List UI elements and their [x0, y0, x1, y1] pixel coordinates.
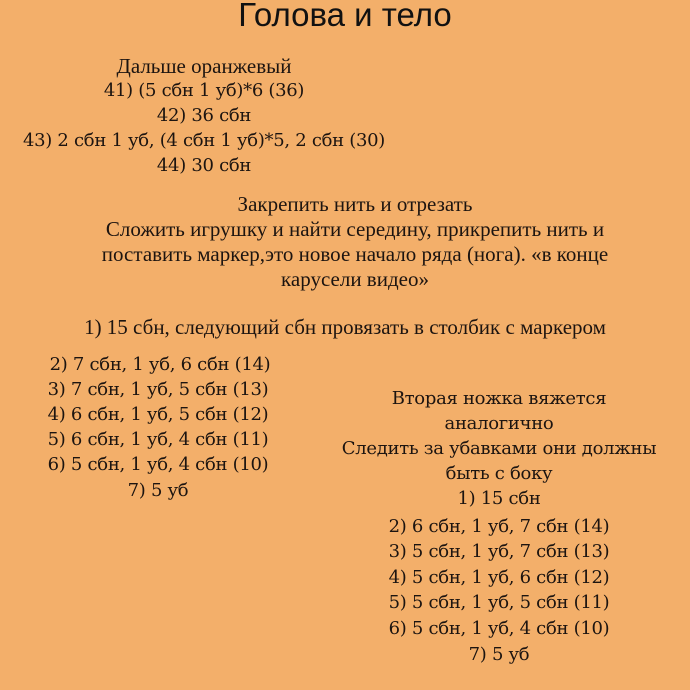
- pattern-row: 2) 6 сбн, 1 уб, 7 сбн (14): [388, 516, 610, 537]
- note-line: Следить за убавками они должны: [341, 438, 657, 459]
- section-heading: Дальше оранжевый: [116, 54, 292, 78]
- pattern-row: 42) 36 сбн: [156, 105, 252, 126]
- pattern-row: 5) 6 сбн, 1 уб, 4 сбн (11): [47, 429, 269, 450]
- instruction-line: Закрепить нить и отрезать: [237, 192, 473, 216]
- pattern-row: 3) 7 сбн, 1 уб, 5 сбн (13): [47, 379, 269, 400]
- leg-row-1: 1) 15 сбн, следующий сбн провязать в столбик с маркером: [84, 315, 606, 339]
- pattern-row: 41) (5 сбн 1 уб)*6 (36): [103, 80, 305, 101]
- note-line: аналогично: [444, 413, 554, 434]
- pattern-row: 3) 5 сбн, 1 уб, 7 сбн (13): [388, 541, 610, 562]
- pattern-row: 2) 7 сбн, 1 уб, 6 сбн (14): [49, 354, 271, 375]
- pattern-row: 4) 5 сбн, 1 уб, 6 сбн (12): [388, 567, 610, 588]
- pattern-row: 44) 30 сбн: [156, 155, 252, 176]
- pattern-row: 1) 15 сбн: [457, 488, 541, 509]
- pattern-row: 7) 5 уб: [468, 644, 530, 665]
- pattern-row: 6) 5 сбн, 1 уб, 4 сбн (10): [47, 454, 269, 475]
- pattern-row: 5) 5 сбн, 1 уб, 5 сбн (11): [388, 592, 610, 613]
- note-line: быть с боку: [445, 463, 553, 484]
- pattern-row: 43) 2 сбн 1 уб, (4 сбн 1 уб)*5, 2 сбн (30): [22, 130, 386, 151]
- pattern-row: 6) 5 сбн, 1 уб, 4 сбн (10): [388, 618, 610, 639]
- instruction-line: карусели видео»: [281, 267, 429, 291]
- page-title: Голова и тело: [238, 0, 452, 33]
- pattern-row: 7) 5 уб: [127, 480, 189, 501]
- instruction-line: поставить маркер,это новое начало ряда (нога). «в конце: [101, 242, 609, 266]
- instruction-line: Сложить игрушку и найти середину, прикрепить нить и: [105, 217, 605, 241]
- pattern-row: 4) 6 сбн, 1 уб, 5 сбн (12): [47, 404, 269, 425]
- note-line: Вторая ножка вяжется: [391, 388, 607, 409]
